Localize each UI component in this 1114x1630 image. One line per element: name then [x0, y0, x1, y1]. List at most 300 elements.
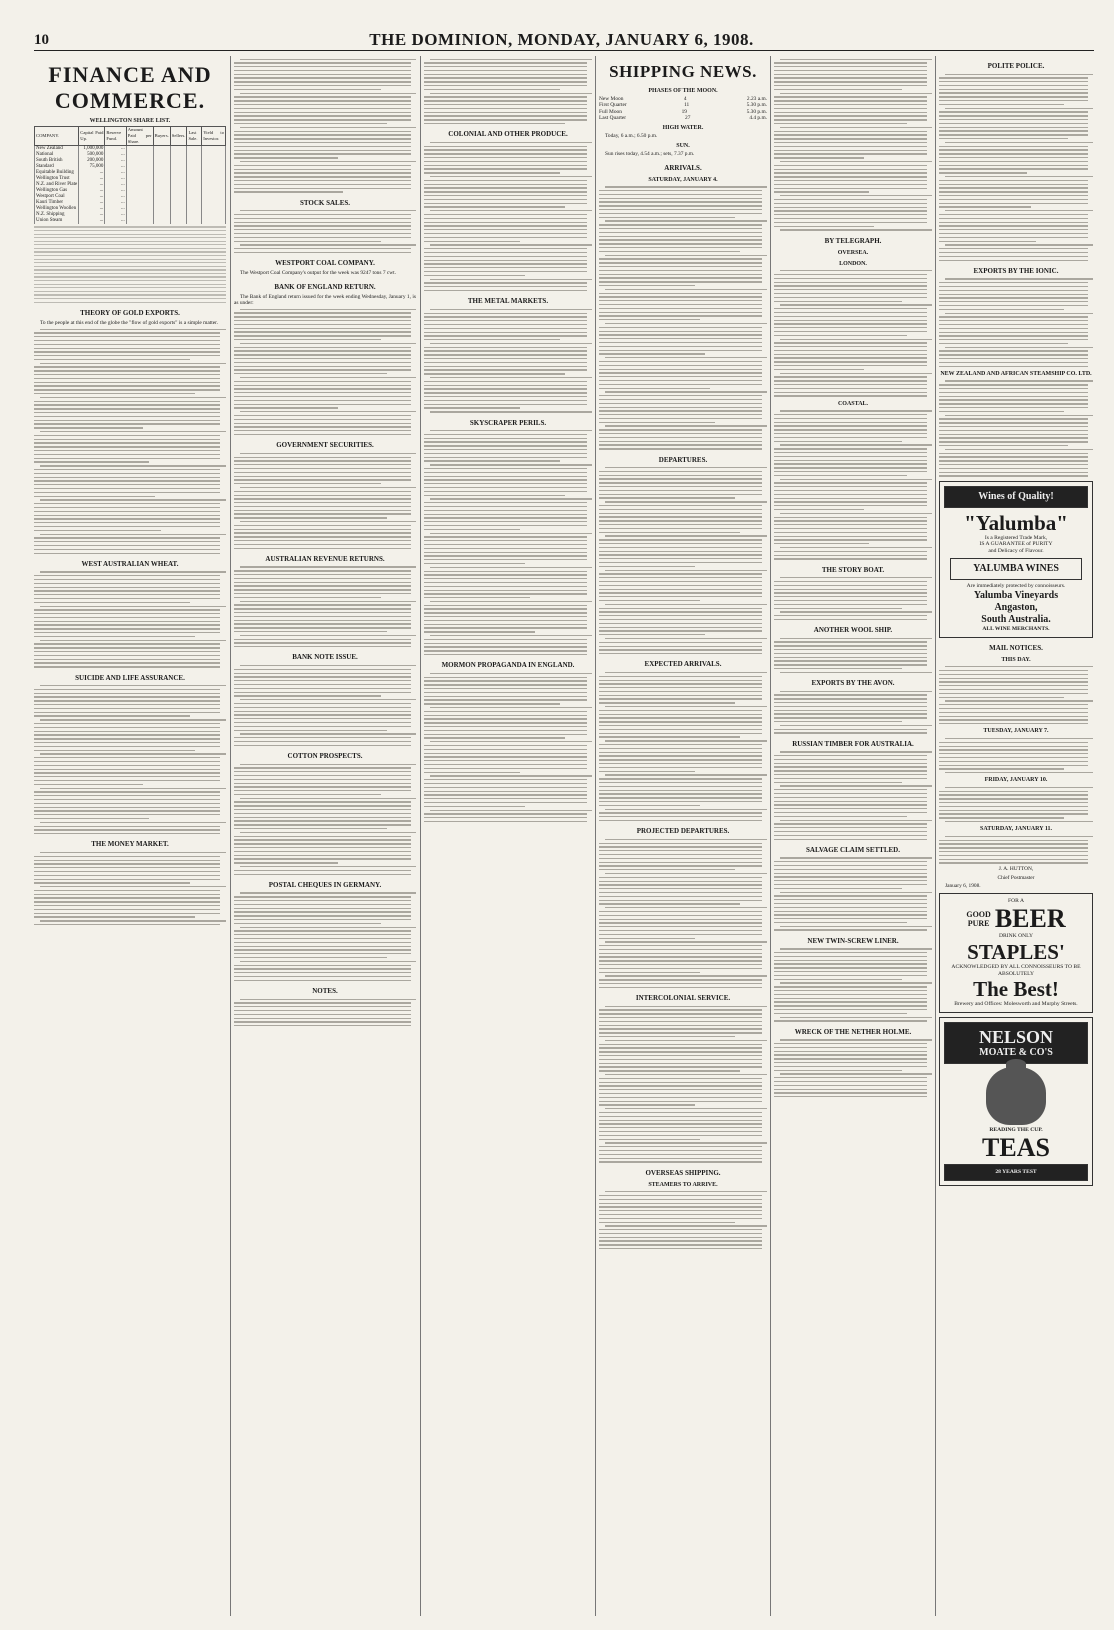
table-cell: N.Z. Shipping — [35, 212, 79, 218]
text-line — [424, 199, 587, 200]
text-line — [34, 765, 220, 766]
text-line — [424, 388, 587, 389]
text-line — [774, 660, 927, 661]
text-line — [939, 92, 1088, 93]
text-line — [939, 806, 1088, 807]
text-line — [599, 1082, 762, 1083]
text-line — [234, 1021, 411, 1022]
text-line — [599, 1154, 762, 1155]
text-line — [234, 366, 411, 367]
text-line — [774, 392, 927, 393]
text-line — [939, 704, 1088, 705]
text-line — [234, 320, 411, 321]
text-line — [424, 540, 587, 541]
text-line — [605, 1040, 767, 1041]
text-line — [599, 429, 762, 430]
text-line — [34, 340, 220, 341]
text-line — [240, 343, 416, 344]
text-line — [774, 1009, 927, 1010]
text-line — [599, 558, 762, 559]
text-line — [234, 1006, 411, 1007]
text-line — [424, 722, 587, 723]
text-line — [234, 676, 411, 677]
text-line — [34, 488, 220, 489]
text-line — [234, 70, 411, 71]
text-line — [34, 814, 220, 815]
text-line — [234, 77, 411, 78]
text-line — [240, 309, 416, 310]
text-line — [774, 331, 927, 332]
text-line — [599, 304, 762, 305]
text-line — [939, 354, 1088, 355]
text-line — [34, 237, 226, 238]
text-line — [34, 515, 220, 516]
text-line — [605, 1142, 767, 1143]
text-line — [234, 934, 411, 935]
text-line — [234, 347, 411, 348]
text-line — [599, 1248, 762, 1249]
bank-note-title: BANK NOTE ISSUE. — [292, 653, 358, 662]
share-list-table — [34, 126, 226, 224]
text-line — [599, 566, 695, 567]
text-line — [424, 821, 587, 822]
table-cell: Standard — [35, 164, 79, 170]
text-line — [34, 708, 220, 709]
text-line — [599, 646, 762, 647]
text-line — [774, 1001, 927, 1002]
text-line — [774, 929, 927, 930]
nelson-tea-advert — [939, 1017, 1093, 1186]
text-line — [599, 1210, 762, 1211]
text-line — [424, 639, 587, 640]
text-line — [34, 867, 220, 868]
table-cell: ... — [105, 146, 126, 153]
article-body — [424, 430, 592, 655]
mail-title: MAIL NOTICES. — [989, 643, 1043, 652]
text-line — [939, 388, 1088, 389]
beer-pure: PURE — [967, 918, 990, 928]
text-line — [234, 1002, 411, 1003]
text-line — [599, 441, 762, 442]
text-line — [424, 233, 587, 234]
text-line — [774, 62, 927, 63]
text-line — [939, 328, 1088, 329]
text-line — [430, 210, 592, 211]
text-line — [599, 1070, 740, 1071]
text-line — [774, 649, 927, 650]
text-line — [939, 256, 1088, 257]
text-line — [774, 172, 927, 173]
article-body — [599, 1191, 767, 1249]
text-line — [424, 495, 565, 496]
text-line — [939, 149, 1088, 150]
high-water-text: Today, 6 a.m.; 6.50 p.m. — [605, 133, 658, 140]
text-line — [774, 119, 927, 120]
text-line — [240, 127, 416, 128]
text-line — [939, 426, 1088, 427]
text-line — [34, 522, 220, 523]
text-line — [234, 684, 411, 685]
text-line — [939, 674, 1088, 675]
text-line — [939, 241, 1036, 242]
text-line — [939, 422, 1088, 423]
text-line — [424, 616, 587, 617]
text-line — [605, 467, 767, 468]
text-line — [234, 426, 411, 427]
text-line — [424, 806, 525, 807]
text-line — [34, 602, 190, 603]
text-line — [234, 820, 411, 821]
text-line — [939, 229, 1088, 230]
text-line — [939, 104, 1064, 105]
text-line — [599, 513, 762, 514]
text-line — [34, 746, 220, 747]
text-line — [599, 812, 762, 813]
text-line — [234, 862, 338, 863]
stock-sales-title: STOCK SALES. — [299, 198, 351, 207]
text-line — [599, 767, 762, 768]
text-line — [34, 715, 190, 716]
text-line — [939, 464, 1088, 465]
text-line — [424, 172, 560, 173]
text-line — [939, 456, 1088, 457]
text-line — [774, 153, 927, 154]
text-line — [234, 502, 411, 503]
text-line — [430, 775, 592, 776]
text-line — [945, 415, 1093, 416]
text-line — [424, 222, 587, 223]
text-line — [34, 587, 220, 588]
text-line — [599, 627, 762, 628]
text-line — [939, 252, 1088, 253]
text-line — [605, 604, 767, 605]
text-line — [40, 534, 226, 535]
text-line — [430, 244, 592, 245]
text-line — [40, 329, 226, 330]
text-line — [774, 85, 927, 86]
text-line — [599, 964, 762, 965]
african-steam-title: NEW ZEALAND AND AFRICAN STEAMSHIP CO. LTD. — [940, 370, 1092, 377]
text-line — [774, 600, 927, 601]
text-line — [774, 1005, 927, 1006]
table-cell: ... — [105, 194, 126, 200]
text-line — [774, 210, 927, 211]
text-line — [430, 176, 592, 177]
text-line — [774, 873, 927, 874]
text-line — [34, 613, 220, 614]
text-line — [424, 506, 587, 507]
text-line — [599, 1089, 762, 1090]
text-line — [780, 1017, 932, 1018]
overseas-title: OVERSEAS SHIPPING. — [645, 1168, 721, 1177]
text-line — [424, 70, 587, 71]
moon-title: PHASES OF THE MOON. — [648, 88, 718, 94]
text-line — [234, 938, 411, 939]
text-line — [430, 142, 592, 143]
article-body — [424, 142, 592, 291]
text-line — [945, 347, 1093, 348]
text-line — [234, 381, 411, 382]
moon-cell: First Quarter — [599, 102, 627, 109]
text-line — [40, 606, 226, 607]
text-line — [34, 473, 220, 474]
text-line — [234, 968, 411, 969]
text-line — [945, 772, 1093, 773]
text-line — [599, 615, 762, 616]
text-line — [939, 472, 1088, 473]
wool-ship-title: ANOTHER WOOL SHIP. — [813, 626, 893, 635]
text-line — [939, 430, 1088, 431]
table-cell: National — [35, 152, 79, 158]
text-line — [774, 285, 927, 286]
text-line — [240, 733, 416, 734]
text-line — [34, 269, 226, 270]
text-line — [599, 1036, 735, 1037]
text-line — [939, 100, 1088, 101]
text-line — [34, 807, 220, 808]
text-line — [599, 1063, 762, 1064]
text-line — [774, 520, 927, 521]
text-line — [599, 209, 762, 210]
text-line — [939, 89, 1088, 90]
text-line — [774, 482, 927, 483]
mail-friday: FRIDAY, JANUARY 10. — [984, 777, 1048, 784]
text-line — [780, 1039, 932, 1040]
text-line — [599, 915, 762, 916]
text-line — [774, 869, 927, 870]
text-line — [599, 911, 762, 912]
text-line — [34, 537, 220, 538]
text-line — [945, 738, 1093, 739]
text-line — [774, 702, 927, 703]
text-line — [774, 581, 927, 582]
money-market-title: THE MONEY MARKET. — [91, 840, 169, 849]
text-line — [424, 779, 587, 780]
text-line — [774, 222, 927, 223]
mormon-title: MORMON PROPAGANDA IN ENGLAND. — [441, 661, 575, 670]
text-line — [234, 468, 411, 469]
text-line — [939, 817, 1064, 818]
text-line — [234, 786, 411, 787]
text-line — [774, 653, 927, 654]
text-line — [424, 267, 587, 268]
text-line — [774, 115, 927, 116]
text-line — [234, 358, 411, 359]
text-line — [234, 578, 411, 579]
text-line — [424, 180, 587, 181]
text-line — [599, 384, 762, 385]
text-line — [34, 833, 220, 834]
text-line — [774, 543, 869, 544]
text-line — [939, 859, 1088, 860]
text-line — [424, 441, 587, 442]
text-line — [234, 839, 411, 840]
text-line — [945, 176, 1093, 177]
text-line — [424, 157, 587, 158]
text-line — [599, 205, 762, 206]
text-line — [424, 688, 587, 689]
article-body — [599, 467, 767, 654]
text-line — [234, 608, 411, 609]
table-cell: Wellington Gas — [35, 188, 79, 194]
text-line — [424, 643, 587, 644]
text-line — [774, 448, 927, 449]
text-line — [599, 805, 700, 806]
text-line — [234, 714, 411, 715]
text-line — [599, 1101, 762, 1102]
text-line — [34, 617, 220, 618]
text-line — [780, 304, 932, 305]
text-line — [945, 313, 1093, 314]
text-line — [34, 382, 220, 383]
article-body — [939, 738, 1093, 773]
text-line — [234, 491, 411, 492]
text-line — [599, 190, 762, 191]
table-cell: ... — [105, 152, 126, 158]
text-line — [34, 458, 220, 459]
text-line — [939, 153, 1088, 154]
text-line — [939, 305, 1088, 306]
share-col-header: Yield to Investor. — [202, 127, 226, 146]
yalumba-sub: and Delicacy of Flavour. — [988, 548, 1044, 555]
text-line — [430, 601, 592, 602]
text-line — [939, 184, 1088, 185]
text-line — [234, 146, 411, 147]
text-line — [234, 908, 411, 909]
text-line — [939, 851, 1088, 852]
article-body — [234, 309, 416, 436]
text-line — [939, 843, 1088, 844]
text-line — [599, 683, 762, 684]
text-line — [234, 404, 411, 405]
text-line — [234, 74, 411, 75]
text-line — [234, 119, 411, 120]
article-body — [34, 329, 226, 554]
text-line — [234, 369, 411, 370]
suicide-title: SUICIDE AND LIFE ASSURANCE. — [75, 673, 185, 682]
text-line — [945, 836, 1093, 837]
text-line — [234, 726, 411, 727]
table-cell: ... — [105, 218, 126, 224]
text-line — [939, 332, 1088, 333]
text-line — [234, 646, 411, 647]
text-line — [599, 854, 762, 855]
text-line — [774, 199, 927, 200]
text-line — [424, 680, 587, 681]
text-line — [424, 753, 587, 754]
text-line — [599, 623, 762, 624]
russian-timber-title: RUSSIAN TIMBER FOR AUSTRALIA. — [792, 739, 914, 748]
share-table-filler — [34, 226, 226, 302]
text-line — [34, 776, 220, 777]
text-line — [599, 528, 762, 529]
text-line — [34, 628, 220, 629]
text-line — [34, 909, 220, 910]
table-cell: Kauri Timber — [35, 200, 79, 206]
text-line — [774, 979, 902, 980]
text-line — [34, 378, 220, 379]
text-line — [599, 198, 762, 199]
text-line — [234, 730, 387, 731]
text-line — [774, 956, 927, 957]
text-line — [40, 788, 226, 789]
text-line — [599, 1059, 762, 1060]
text-line — [599, 201, 762, 202]
text-line — [774, 335, 907, 336]
share-list-title: WELLINGTON SHARE LIST. — [89, 118, 171, 124]
text-line — [774, 81, 927, 82]
text-line — [939, 172, 1027, 173]
text-line — [424, 692, 587, 693]
text-line — [599, 232, 762, 233]
text-line — [234, 779, 411, 780]
moon-row — [599, 115, 767, 121]
text-line — [599, 717, 762, 718]
text-line — [234, 794, 381, 795]
text-line — [780, 127, 932, 128]
text-line — [234, 312, 411, 313]
text-line — [599, 1021, 762, 1022]
text-line — [774, 808, 927, 809]
table-cell: N.Z. and River Plate — [36, 182, 78, 187]
text-line — [599, 239, 762, 240]
text-line — [599, 334, 762, 335]
text-line — [234, 589, 411, 590]
text-line — [240, 892, 416, 893]
text-line — [599, 949, 762, 950]
text-line — [34, 244, 226, 245]
text-line — [34, 266, 226, 267]
text-line — [234, 923, 381, 924]
text-line — [40, 920, 226, 921]
text-line — [599, 600, 700, 601]
text-line — [780, 547, 932, 548]
text-line — [774, 608, 902, 609]
text-line — [774, 732, 927, 733]
text-line — [774, 376, 927, 377]
text-line — [599, 490, 762, 491]
text-line — [599, 228, 762, 229]
westport-title: WESTPORT COAL COMPANY. — [275, 259, 375, 268]
text-line — [424, 362, 587, 363]
text-line — [424, 214, 587, 215]
text-line — [234, 919, 411, 920]
text-line — [40, 753, 226, 754]
text-line — [599, 471, 762, 472]
text-line — [234, 900, 411, 901]
share-table-header — [35, 127, 226, 146]
text-line — [234, 373, 387, 374]
yalumba-imported: Are immediately protected by connoisseurs. — [966, 583, 1066, 590]
text-line — [430, 430, 592, 431]
text-line — [939, 203, 1088, 204]
moon-cell: 2.23 a.m. — [746, 96, 767, 102]
west-aus-title: WEST AUSTRALIAN WHEAT. — [81, 559, 179, 568]
text-line — [424, 373, 565, 374]
text-line — [34, 366, 220, 367]
text-line — [774, 486, 927, 487]
article-body — [939, 836, 1093, 864]
text-line — [424, 544, 587, 545]
text-line — [599, 759, 762, 760]
text-line — [34, 332, 220, 333]
text-line — [599, 884, 762, 885]
text-line — [774, 914, 927, 915]
text-line — [774, 165, 927, 166]
text-line — [780, 410, 932, 411]
text-line — [34, 423, 220, 424]
text-line — [774, 289, 927, 290]
